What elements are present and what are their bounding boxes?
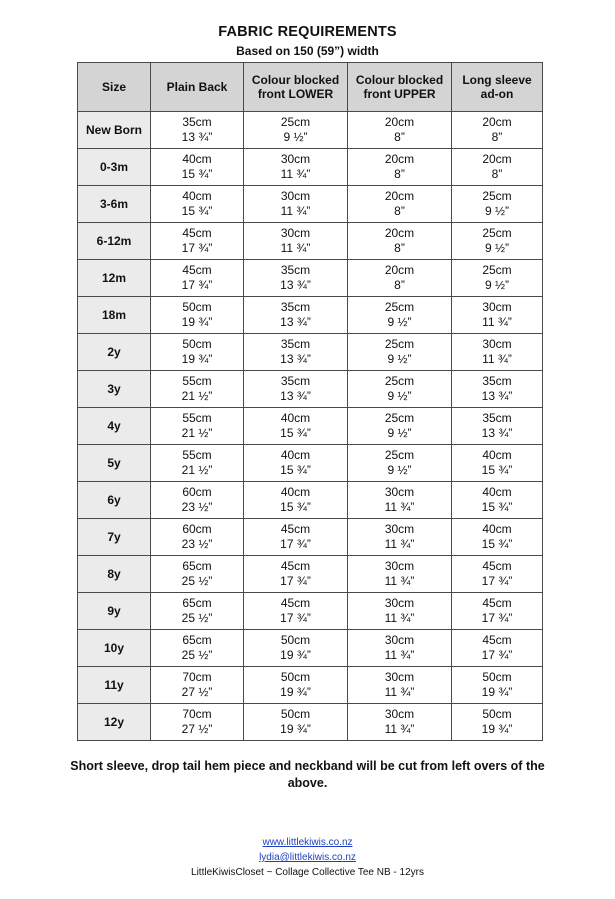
inch-value: 13 ¾” (280, 389, 311, 403)
inch-value: 15 ¾” (280, 500, 311, 514)
size-cell: 12y (78, 704, 151, 741)
inch-value: 15 ¾” (481, 500, 513, 514)
value-cell (348, 371, 452, 408)
inch-value: 11 ¾” (280, 204, 311, 218)
inch-value: 9 ½” (387, 315, 412, 329)
cm-value: 30cm (280, 189, 311, 203)
inch-value: 8” (394, 204, 405, 218)
value-cell (452, 704, 543, 741)
value-cell (244, 186, 348, 223)
inch-value: 17 ¾” (181, 278, 213, 292)
value-cell (151, 556, 244, 593)
cm-value: 50cm (280, 670, 311, 684)
value-cell (452, 556, 543, 593)
value-cell (151, 334, 244, 371)
cm-value: 50cm (280, 633, 311, 647)
cm-value: 25cm (384, 411, 415, 425)
value-cell (348, 667, 452, 704)
value-cell (244, 371, 348, 408)
size-cell: 5y (78, 445, 151, 482)
cm-value: 35cm (482, 374, 512, 388)
cm-value: 45cm (482, 559, 512, 573)
cm-value: 70cm (182, 670, 212, 684)
cm-value: 30cm (280, 226, 311, 240)
inch-value: 25 ½” (181, 611, 213, 625)
cm-value: 25cm (384, 337, 415, 351)
size-cell: 8y (78, 556, 151, 593)
cm-value: 50cm (182, 300, 212, 314)
inch-value: 19 ¾” (181, 315, 213, 329)
cm-value: 40cm (482, 485, 512, 499)
value-cell (452, 260, 543, 297)
cm-value: 40cm (280, 411, 311, 425)
table-row (78, 445, 543, 482)
column-header: Size (78, 63, 151, 112)
value-cell (244, 519, 348, 556)
size-cell: 11y (78, 667, 151, 704)
cm-value: 25cm (482, 226, 512, 240)
value-cell (452, 371, 543, 408)
inch-value: 8” (394, 278, 405, 292)
cm-value: 20cm (384, 189, 415, 203)
inch-value: 13 ¾” (280, 315, 311, 329)
cm-value: 20cm (482, 152, 512, 166)
inch-value: 17 ¾” (481, 648, 513, 662)
inch-value: 9 ½” (387, 463, 412, 477)
table-row (78, 482, 543, 519)
size-cell: 12m (78, 260, 151, 297)
cm-value: 40cm (482, 522, 512, 536)
cm-value: 25cm (384, 448, 415, 462)
cm-value: 25cm (280, 115, 311, 129)
cm-value: 25cm (482, 263, 512, 277)
inch-value: 8” (394, 241, 405, 255)
inch-value: 11 ¾” (280, 241, 311, 255)
cm-value: 45cm (482, 633, 512, 647)
cm-value: 35cm (280, 374, 311, 388)
cm-value: 65cm (182, 633, 212, 647)
size-cell: 0-3m (78, 149, 151, 186)
inch-value: 11 ¾” (384, 537, 415, 551)
value-cell (151, 704, 244, 741)
column-header: Colour blocked front UPPER (348, 63, 452, 112)
cm-value: 30cm (482, 337, 512, 351)
email-link[interactable]: lydia@littlekiwis.co.nz (259, 852, 356, 863)
value-cell (452, 223, 543, 260)
inch-value: 19 ¾” (481, 722, 513, 736)
cm-value: 45cm (482, 596, 512, 610)
inch-value: 11 ¾” (280, 167, 311, 181)
inch-value: 9 ½” (387, 389, 412, 403)
inch-value: 17 ¾” (181, 241, 213, 255)
cm-value: 35cm (280, 263, 311, 277)
inch-value: 11 ¾” (384, 611, 415, 625)
value-cell (348, 223, 452, 260)
value-cell (151, 186, 244, 223)
inch-value: 25 ½” (181, 574, 213, 588)
value-cell (452, 149, 543, 186)
inch-value: 11 ¾” (482, 352, 512, 366)
inch-value: 9 ½” (484, 204, 509, 218)
value-cell (151, 297, 244, 334)
inch-value: 17 ¾” (280, 537, 311, 551)
size-cell: 18m (78, 297, 151, 334)
table-row (78, 297, 543, 334)
inch-value: 8” (394, 167, 405, 181)
value-cell (151, 519, 244, 556)
inch-value: 17 ¾” (280, 611, 311, 625)
size-cell: 6-12m (78, 223, 151, 260)
table-row (78, 556, 543, 593)
fabric-requirements-table (77, 62, 543, 741)
inch-value: 19 ¾” (280, 685, 311, 699)
value-cell (348, 297, 452, 334)
value-cell (151, 630, 244, 667)
inch-value: 13 ¾” (280, 278, 311, 292)
cm-value: 30cm (384, 596, 415, 610)
inch-value: 13 ¾” (481, 389, 513, 403)
value-cell (348, 556, 452, 593)
inch-value: 23 ½” (181, 500, 213, 514)
value-cell (151, 593, 244, 630)
table-row (78, 112, 543, 149)
table-row (78, 519, 543, 556)
value-cell (348, 593, 452, 630)
footnote: Short sleeve, drop tail hem piece and neckband will be cut from left overs of the above. (70, 759, 545, 790)
cm-value: 30cm (384, 485, 415, 499)
inch-value: 17 ¾” (481, 574, 513, 588)
size-cell: 10y (78, 630, 151, 667)
inch-value: 11 ¾” (384, 648, 415, 662)
inch-value: 11 ¾” (384, 574, 415, 588)
value-cell (348, 334, 452, 371)
inch-value: 15 ¾” (280, 426, 311, 440)
inch-value: 9 ½” (387, 352, 412, 366)
cm-value: 40cm (482, 448, 512, 462)
inch-value: 13 ¾” (481, 426, 513, 440)
inch-value: 17 ¾” (280, 574, 311, 588)
table-row (78, 186, 543, 223)
inch-value: 15 ¾” (181, 167, 213, 181)
value-cell (244, 445, 348, 482)
value-cell (244, 408, 348, 445)
cm-value: 50cm (280, 707, 311, 721)
inch-value: 9 ½” (387, 426, 412, 440)
value-cell (151, 260, 244, 297)
cm-value: 25cm (384, 300, 415, 314)
inch-value: 11 ¾” (384, 722, 415, 736)
value-cell (452, 297, 543, 334)
inch-value: 13 ¾” (280, 352, 311, 366)
value-cell (452, 408, 543, 445)
size-cell: 3y (78, 371, 151, 408)
value-cell (452, 334, 543, 371)
cm-value: 45cm (280, 522, 311, 536)
value-cell (244, 260, 348, 297)
cm-value: 20cm (384, 226, 415, 240)
inch-value: 17 ¾” (481, 611, 513, 625)
value-cell (348, 260, 452, 297)
table-row (78, 593, 543, 630)
value-cell (348, 630, 452, 667)
inch-value: 9 ½” (484, 241, 509, 255)
cm-value: 45cm (182, 263, 212, 277)
inch-value: 23 ½” (181, 537, 213, 551)
value-cell (348, 482, 452, 519)
table-row (78, 630, 543, 667)
cm-value: 35cm (280, 337, 311, 351)
size-cell: 6y (78, 482, 151, 519)
value-cell (244, 556, 348, 593)
inch-value: 19 ¾” (280, 722, 311, 736)
cm-value: 65cm (182, 596, 212, 610)
inch-value: 13 ¾” (181, 130, 213, 144)
value-cell (348, 186, 452, 223)
value-cell (348, 445, 452, 482)
cm-value: 20cm (384, 115, 415, 129)
table-row (78, 371, 543, 408)
cm-value: 40cm (182, 189, 212, 203)
page-title: FABRIC REQUIREMENTS (218, 24, 397, 40)
column-header: Long sleeve ad-on (452, 63, 543, 112)
table-row (78, 334, 543, 371)
inch-value: 8” (491, 130, 503, 144)
inch-value: 9 ½” (283, 130, 308, 144)
table-row (78, 260, 543, 297)
credit-line: LittleKiwisCloset ~ Collage Collective Tee NB - 12yrs (191, 867, 424, 878)
cm-value: 30cm (482, 300, 512, 314)
cm-value: 35cm (482, 411, 512, 425)
value-cell (244, 667, 348, 704)
table-row (78, 704, 543, 741)
inch-value: 19 ¾” (481, 685, 513, 699)
cm-value: 35cm (182, 115, 212, 129)
value-cell (452, 112, 543, 149)
value-cell (244, 704, 348, 741)
value-cell (244, 482, 348, 519)
cm-value: 30cm (384, 707, 415, 721)
page-subtitle: Based on 150 (59”) width (236, 44, 379, 58)
inch-value: 15 ¾” (481, 463, 513, 477)
cm-value: 20cm (384, 263, 415, 277)
table-row (78, 408, 543, 445)
inch-value: 11 ¾” (384, 685, 415, 699)
size-cell: 2y (78, 334, 151, 371)
inch-value: 19 ¾” (280, 648, 311, 662)
size-cell: 4y (78, 408, 151, 445)
table-body (78, 112, 543, 741)
inch-value: 21 ½” (181, 426, 213, 440)
value-cell (452, 593, 543, 630)
value-cell (452, 482, 543, 519)
size-cell: 7y (78, 519, 151, 556)
cm-value: 30cm (280, 152, 311, 166)
inch-value: 15 ¾” (481, 537, 513, 551)
inch-value: 9 ½” (484, 278, 509, 292)
cm-value: 50cm (182, 337, 212, 351)
inch-value: 11 ¾” (384, 500, 415, 514)
cm-value: 40cm (280, 485, 311, 499)
value-cell (452, 630, 543, 667)
value-cell (452, 445, 543, 482)
inch-value: 19 ¾” (181, 352, 213, 366)
cm-value: 50cm (482, 707, 512, 721)
cm-value: 50cm (482, 670, 512, 684)
inch-value: 21 ½” (181, 389, 213, 403)
value-cell (151, 223, 244, 260)
value-cell (151, 482, 244, 519)
size-cell: 3-6m (78, 186, 151, 223)
value-cell (244, 223, 348, 260)
inch-value: 25 ½” (181, 648, 213, 662)
size-cell: 9y (78, 593, 151, 630)
cm-value: 30cm (384, 670, 415, 684)
inch-value: 21 ½” (181, 463, 213, 477)
inch-value: 27 ½” (181, 685, 213, 699)
value-cell (244, 630, 348, 667)
cm-value: 20cm (482, 115, 512, 129)
inch-value: 11 ¾” (482, 315, 512, 329)
cm-value: 30cm (384, 633, 415, 647)
cm-value: 20cm (384, 152, 415, 166)
value-cell (151, 445, 244, 482)
value-cell (452, 186, 543, 223)
cm-value: 30cm (384, 559, 415, 573)
value-cell (452, 667, 543, 704)
cm-value: 55cm (182, 411, 212, 425)
value-cell (348, 519, 452, 556)
inch-value: 8” (394, 130, 405, 144)
value-cell (348, 704, 452, 741)
value-cell (244, 297, 348, 334)
cm-value: 45cm (182, 226, 212, 240)
cm-value: 35cm (280, 300, 311, 314)
value-cell (452, 519, 543, 556)
inch-value: 15 ¾” (181, 204, 213, 218)
value-cell (151, 371, 244, 408)
cm-value: 70cm (182, 707, 212, 721)
cm-value: 55cm (182, 374, 212, 388)
cm-value: 25cm (384, 374, 415, 388)
inch-value: 8” (491, 167, 503, 181)
value-cell (348, 149, 452, 186)
table-header-row (78, 63, 543, 112)
cm-value: 40cm (182, 152, 212, 166)
cm-value: 60cm (182, 522, 212, 536)
column-header: Colour blocked front LOWER (244, 63, 348, 112)
cm-value: 45cm (280, 596, 311, 610)
size-cell: New Born (78, 112, 151, 149)
value-cell (348, 408, 452, 445)
cm-value: 60cm (182, 485, 212, 499)
table-row (78, 149, 543, 186)
value-cell (244, 334, 348, 371)
value-cell (244, 593, 348, 630)
cm-value: 25cm (482, 189, 512, 203)
cm-value: 30cm (384, 522, 415, 536)
website-link[interactable]: www.littlekiwis.co.nz (262, 837, 353, 848)
cm-value: 65cm (182, 559, 212, 573)
table-row (78, 223, 543, 260)
value-cell (151, 112, 244, 149)
inch-value: 27 ½” (181, 722, 213, 736)
value-cell (244, 112, 348, 149)
value-cell (244, 149, 348, 186)
cm-value: 40cm (280, 448, 311, 462)
value-cell (151, 408, 244, 445)
column-header: Plain Back (151, 63, 244, 112)
cm-value: 55cm (182, 448, 212, 462)
value-cell (348, 112, 452, 149)
cm-value: 45cm (280, 559, 311, 573)
value-cell (151, 149, 244, 186)
value-cell (151, 667, 244, 704)
table-row (78, 667, 543, 704)
inch-value: 15 ¾” (280, 463, 311, 477)
